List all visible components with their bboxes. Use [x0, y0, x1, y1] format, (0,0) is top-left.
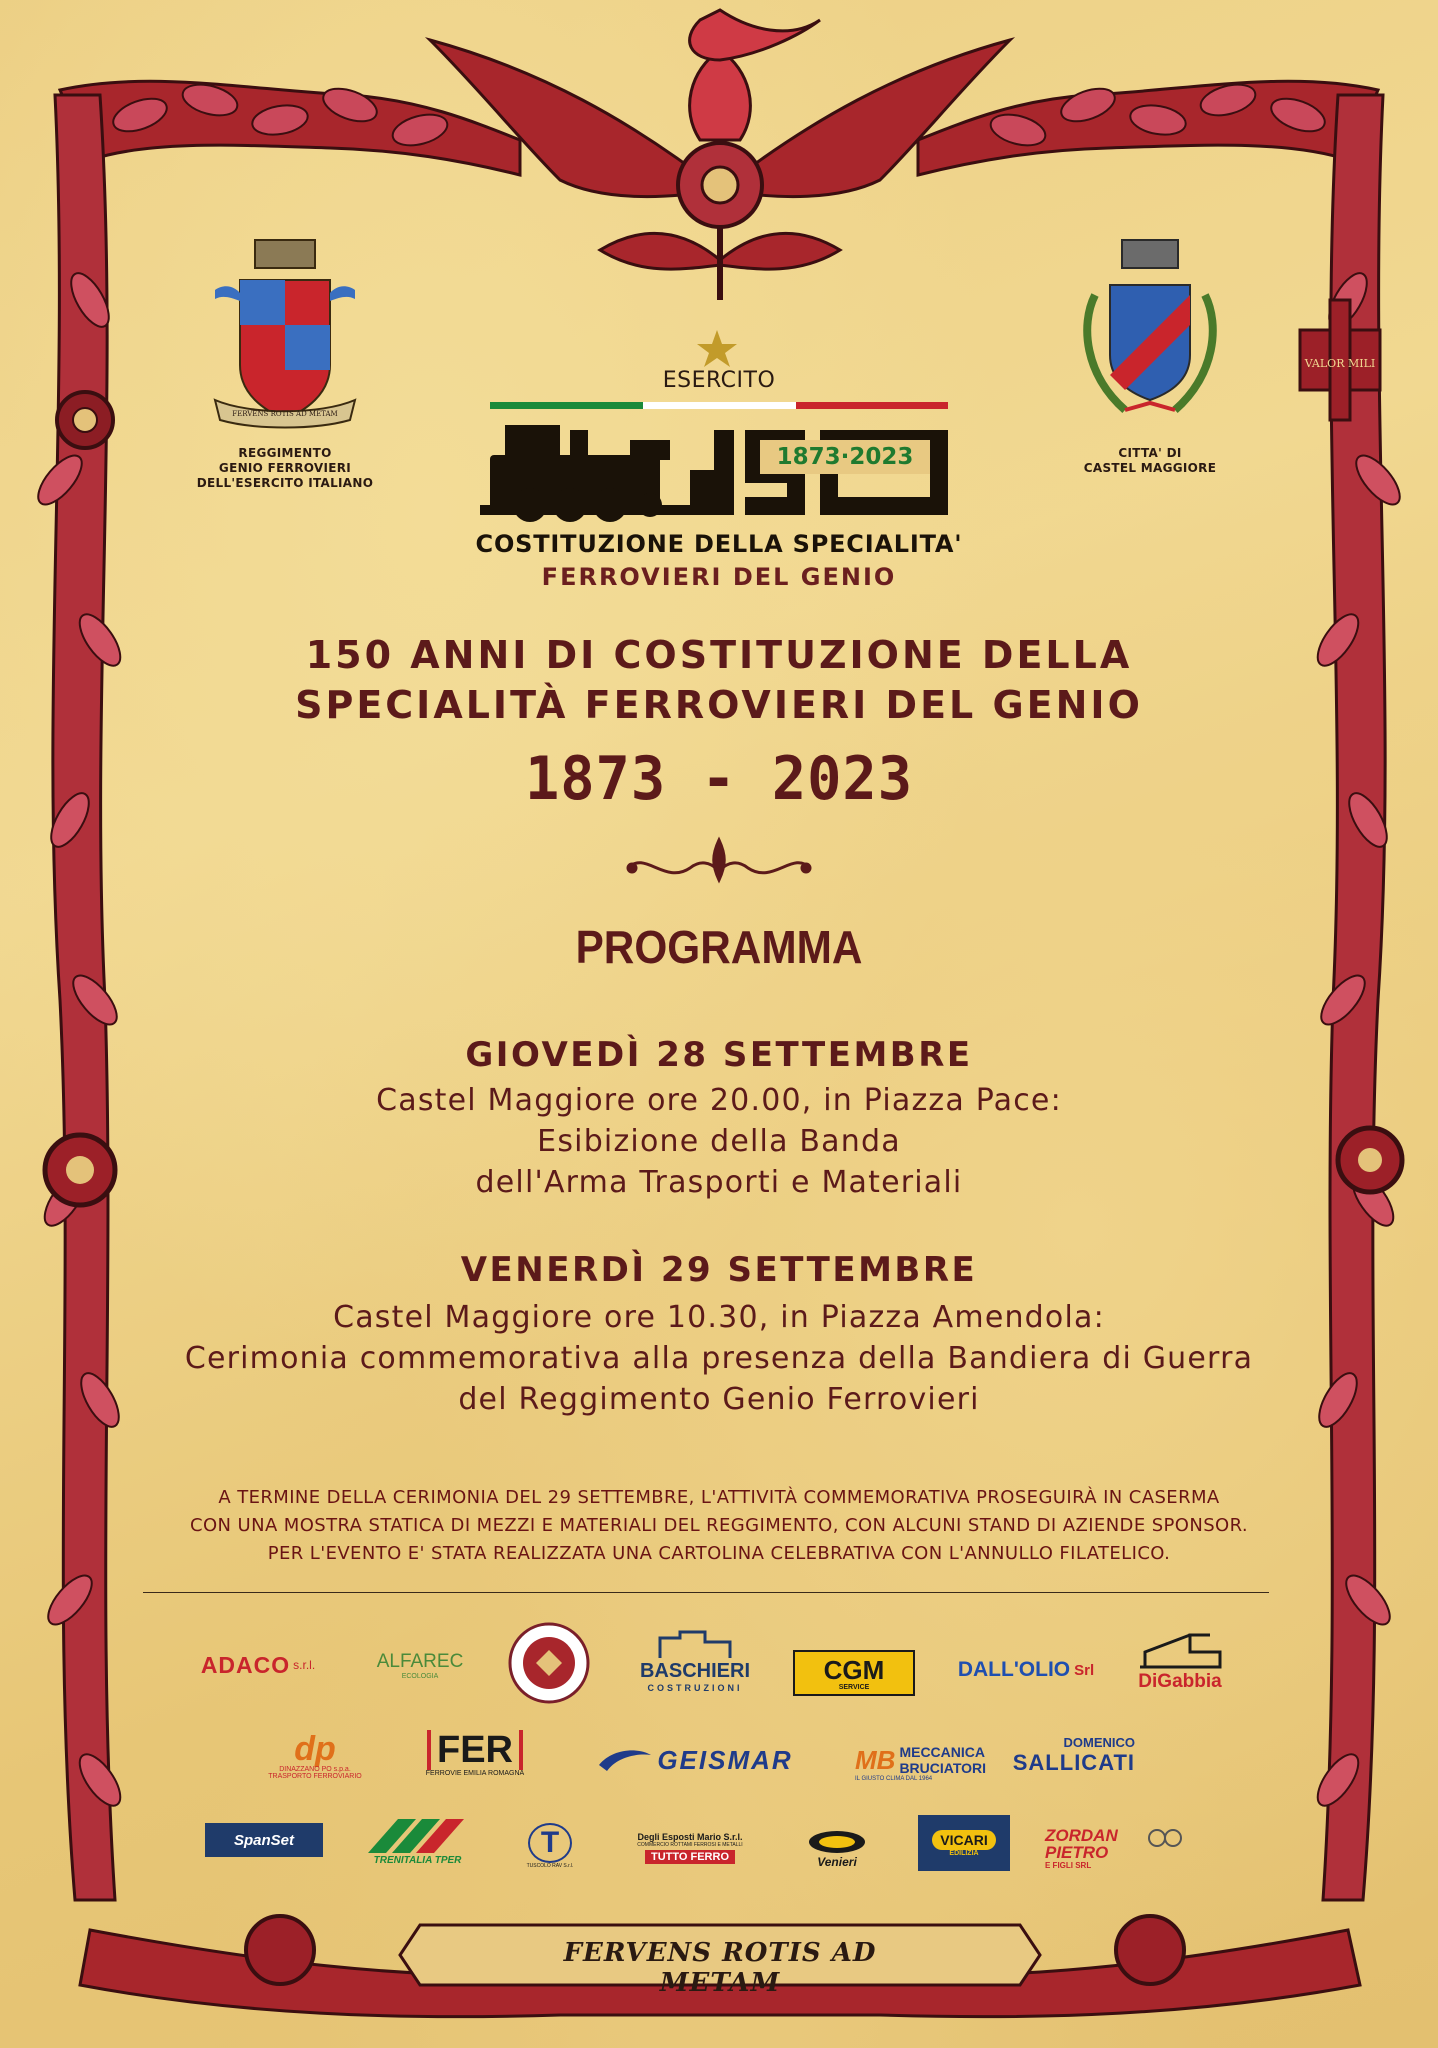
regiment-crest — [210, 235, 360, 435]
degli-sub: COMMERCIO ROTTAMI FERROSI E METALLI — [637, 1842, 743, 1848]
divider-rule — [143, 1592, 1269, 1593]
sponsor-dp-sub: TRASPORTO FERROVIARIO — [268, 1773, 362, 1780]
sponsor-fer-sub: FERROVIE EMILIA ROMAGNA — [425, 1769, 525, 1777]
sponsor-baschieri — [625, 1625, 765, 1695]
city-label — [1050, 446, 1250, 476]
star — [697, 330, 737, 367]
main-title — [200, 630, 1238, 730]
sponsor-digabbia-name: DiGabbia — [1138, 1671, 1222, 1692]
city-crest — [1065, 235, 1235, 425]
main-title-line: SPECIALITÀ FERROVIERI DEL GENIO — [295, 683, 1143, 727]
sponsor-fer — [405, 1722, 545, 1784]
tuscolo-mark: T — [528, 1823, 572, 1863]
cross-medal-text: VALOR MILI — [1304, 357, 1376, 370]
regiment-label — [170, 446, 400, 491]
sponsor-baschieri-sub: COSTRUZIONI — [647, 1682, 743, 1693]
vicari-name: VICARI — [932, 1830, 995, 1850]
sponsor-adaco-suffix: s.r.l. — [293, 1658, 316, 1672]
meccanica-names — [899, 1744, 986, 1776]
spanset-name: SpanSet — [233, 1831, 294, 1849]
note-line: CON UNA MOSTRA STATICA DI MEZZI E MATERIALI DEL REGGIMENTO, CON ALCUNI STAND DI AZIENDE SPONSOR. — [189, 1515, 1249, 1536]
sponsor-sallicati — [1010, 1725, 1135, 1785]
sponsor-dallolio-suffix: Srl — [1074, 1661, 1095, 1679]
sponsor-dallolio-name: DALL'OLIO — [957, 1658, 1071, 1681]
ferrovieri-label: FERROVIERI DEL GENIO — [541, 563, 897, 591]
sponsor-spanset — [205, 1823, 323, 1857]
sponsor-baschieri-name: BASCHIERI — [639, 1659, 750, 1682]
years-heading: 1873 - 2023 — [525, 744, 913, 814]
event-details — [130, 1080, 1308, 1203]
sponsor-adaco-name: ADACO — [200, 1651, 291, 1678]
trenitalia-stripes-icon — [358, 1817, 478, 1855]
event-day-title: VENERDÌ 29 SETTEMBRE — [460, 1250, 978, 1290]
sponsor-degli-esposti — [615, 1818, 765, 1878]
sponsor-vicari — [918, 1815, 1010, 1871]
baschieri-building-icon — [655, 1628, 735, 1660]
sponsor-ana-seal — [508, 1622, 590, 1704]
sponsor-dallolio — [942, 1655, 1110, 1685]
zordan-cert-icon — [1148, 1828, 1182, 1852]
venieri-oval-icon — [807, 1829, 867, 1855]
zordan-sub: E FIGLI SRL — [1045, 1860, 1092, 1870]
programma-heading: PROGRAMMA — [575, 921, 863, 973]
event-detail-line: Castel Maggiore ore 10.30, in Piazza Amendola: — [333, 1300, 1105, 1335]
sponsor-meccanica-bruciatori — [855, 1735, 987, 1791]
sponsor-alfarec — [360, 1640, 480, 1690]
meccanica-row — [855, 1744, 986, 1776]
locomotive-graphic — [480, 425, 715, 522]
sponsor-adaco — [178, 1650, 338, 1680]
city-label-line: CASTEL MAGGIORE — [1083, 461, 1217, 475]
event-details — [130, 1297, 1308, 1420]
sponsor-cgm-sub: SERVICE — [838, 1683, 870, 1691]
crest-motto: FERVENS ROTIS AD METAM — [232, 410, 338, 418]
event-detail-line: Cerimonia commemorativa alla presenza della Bandiera di Guerra — [184, 1341, 1254, 1376]
tuscolo-name: TUSCOLO RAV S.r.l. — [526, 1863, 574, 1869]
city-label-line: CITTA' DI — [1118, 446, 1182, 460]
sallicati-name: SALLICATI — [1012, 1749, 1135, 1775]
sponsor-cgm — [793, 1650, 915, 1696]
sponsor-alfarec-sub: ECOLOGIA — [401, 1672, 439, 1680]
costituzione-label: COSTITUZIONE DELLA SPECIALITA' — [475, 530, 963, 558]
sponsor-geismar-name: GEISMAR — [657, 1744, 793, 1775]
zordan-name: PIETRO — [1045, 1842, 1109, 1862]
sponsor-cgm-name: CGM — [823, 1654, 885, 1685]
venieri-name: Venieri — [817, 1855, 857, 1869]
event-detail-line: dell'Arma Trasporti e Materiali — [475, 1165, 963, 1200]
vicari-sub: EDILIZIA — [949, 1849, 979, 1857]
note-line: A TERMINE DELLA CERIMONIA DEL 29 SETTEMBRE, L'ATTIVITÀ COMMEMORATIVA PROSEGUIRÀ IN CASERMA — [218, 1487, 1220, 1508]
regiment-label-line: GENIO FERROVIERI — [218, 461, 352, 475]
sponsor-tuscolo — [515, 1818, 585, 1874]
geismar-swoosh-icon — [597, 1747, 653, 1773]
sponsor-geismar — [580, 1740, 810, 1780]
sponsor-alfarec-name: ALFAREC — [376, 1650, 464, 1672]
event-detail-line: Esibizione della Banda — [537, 1124, 901, 1159]
regiment-label-line: DELL'ESERCITO ITALIANO — [196, 476, 374, 490]
sponsor-digabbia — [1130, 1625, 1230, 1695]
badge-years: 1873·2023 — [776, 444, 914, 470]
note-line: PER L'EVENTO E' STATA REALIZZATA UNA CARTOLINA CELEBRATIVA CON L'ANNULLO FILATELICO. — [267, 1543, 1171, 1564]
meccanica-sub: IL GIUSTO CLIMA DAL 1964 — [855, 1776, 933, 1782]
meccanica-mark: MB — [855, 1744, 896, 1775]
sallicati-name: DOMENICO — [1063, 1734, 1135, 1750]
degli-name: Degli Esposti Mario S.r.l. — [637, 1832, 743, 1842]
sponsor-venieri — [797, 1825, 877, 1873]
main-title-line: 150 ANNI DI COSTITUZIONE DELLA — [305, 633, 1133, 677]
divider-flourish — [628, 840, 810, 880]
zordan-name: ZORDAN — [1045, 1825, 1118, 1845]
sponsor-fer-name: FER — [427, 1730, 523, 1770]
meccanica-name: BRUCIATORI — [899, 1760, 987, 1776]
bottom-banner-motto: FERVENS ROTIS AD METAM — [563, 1938, 877, 1998]
trenitalia-name: TRENITALIA TPER — [373, 1854, 462, 1866]
event-detail-line: Castel Maggiore ore 20.00, in Piazza Pace: — [376, 1083, 1062, 1118]
sponsor-dp-name: dp — [294, 1730, 336, 1768]
meccanica-name: MECCANICA — [899, 1744, 985, 1760]
degli-tutto-ferro: TUTTO FERRO — [645, 1850, 735, 1864]
sponsor-trenitalia-tper — [350, 1810, 485, 1872]
sponsor-dp-sub: DINAZZANO PO s.p.a. — [279, 1766, 351, 1773]
digabbia-crane-icon — [1135, 1627, 1225, 1671]
regiment-label-line: REGGIMENTO — [238, 446, 332, 460]
sponsor-dp — [260, 1725, 370, 1787]
event-detail-line: del Reggimento Genio Ferrovieri — [458, 1382, 980, 1417]
esercito-label: ESERCITO — [662, 368, 776, 393]
event-day-title: GIOVEDÌ 28 SETTEMBRE — [465, 1035, 973, 1075]
closing-note — [120, 1484, 1318, 1568]
sponsor-zordan — [1045, 1820, 1145, 1876]
